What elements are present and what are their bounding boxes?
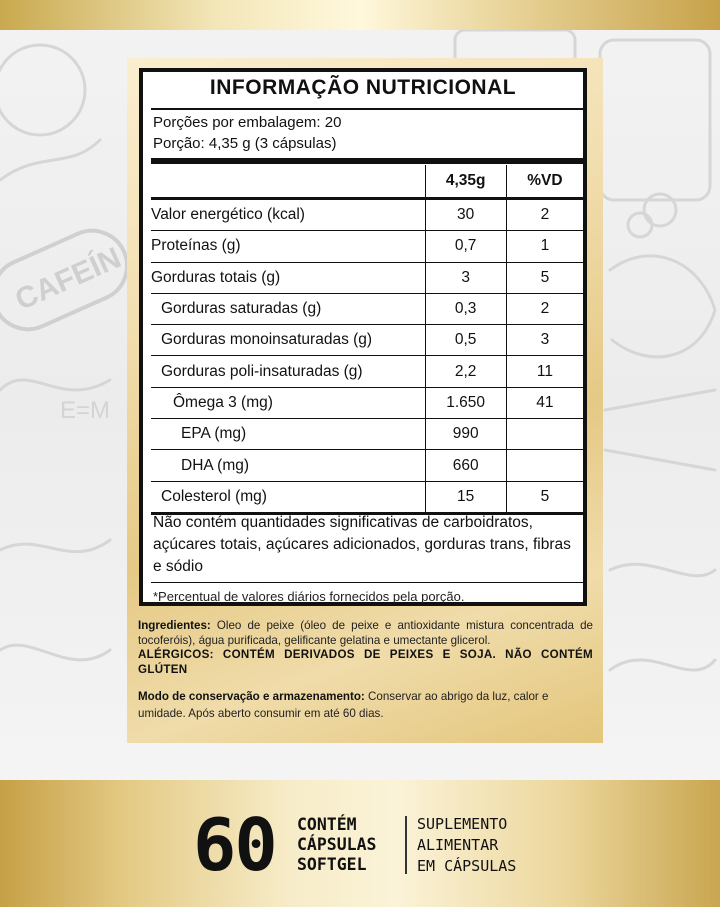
row-label: Colesterol (mg) [151,481,425,513]
row-label: Proteínas (g) [151,231,425,262]
serving-size: Porção: 4,35 g (3 cápsulas) [153,135,337,152]
row-dv: 1 [506,231,583,262]
table-row [151,481,583,513]
title-rule [151,108,583,110]
row-label: Gorduras saturadas (g) [151,293,425,324]
row-amount: 0,5 [425,325,506,356]
row-label: Gorduras monoinsaturadas (g) [151,325,425,356]
row-dv: 3 [506,325,583,356]
bg-word-emc: E=M [60,397,111,424]
row-dv: 11 [506,356,583,387]
header-label [151,165,425,199]
table-row [151,450,583,481]
category-line-1: SUPLEMENTO [417,815,508,833]
capsule-count: 60 [193,803,276,887]
row-amount: 30 [425,199,506,231]
table-row [151,419,583,450]
storage-instructions: Conservar ao abrigo da luz, calor e umidade. Após aberto consumir em até 60 dias. [138,690,549,720]
nutrition-table [151,165,583,515]
row-amount: 2,2 [425,356,506,387]
header-dv: %VD [506,165,583,199]
row-dv: 41 [506,387,583,418]
ingredients-text [138,619,593,648]
row-dv: 5 [506,481,583,513]
contains-line-2: CÁPSULAS [297,835,377,854]
row-dv [506,450,583,481]
nutrition-title: INFORMAÇÃO NUTRICIONAL [209,76,517,99]
row-label: DHA (mg) [151,450,425,481]
storage-text [138,688,593,722]
row-dv: 2 [506,293,583,324]
row-label: Ômega 3 (mg) [151,387,425,418]
row-dv: 5 [506,262,583,293]
bg-word-cafeina: CAFEÍN [10,241,126,317]
row-dv [506,419,583,450]
header-amount: 4,35g [425,165,506,199]
footer-divider [405,816,407,874]
servings-per-package: Porções por embalagem: 20 [153,114,342,131]
table-row [151,325,583,356]
table-row [151,387,583,418]
table-row [151,262,583,293]
row-amount: 3 [425,262,506,293]
row-amount: 990 [425,419,506,450]
row-dv: 2 [506,199,583,231]
row-amount: 1.650 [425,387,506,418]
row-label: Gorduras totais (g) [151,262,425,293]
table-header-row [151,165,583,199]
contains-line-1: CONTÉM [297,815,357,834]
nutrition-facts-box [139,68,587,606]
not-significant-notice: Não contém quantidades significativas de carboidratos, açúcares totais, açúcares adicionados, gorduras trans, fibras e sódio [153,514,571,575]
contains-line-3: SOFTGEL [297,855,367,874]
row-amount: 15 [425,481,506,513]
table-row [151,231,583,262]
row-label: Gorduras poli-insaturadas (g) [151,356,425,387]
ingredients-list: Oleo de peixe (óleo de peixe e antioxidante mistura concentrada de tocoferóis), água purificada, gelificante gelatina e umectante glicerol. [138,619,593,647]
dv-footnote: *Percentual de valores diários fornecidos pela porção. [153,589,465,604]
row-amount: 0,7 [425,231,506,262]
table-row [151,199,583,231]
label-panel [127,58,603,743]
row-amount: 660 [425,450,506,481]
ingredients-label: Ingredientes: [138,619,211,632]
category-line-2: ALIMENTAR [417,836,499,854]
category-line-3: EM CÁPSULAS [417,857,517,875]
row-label: EPA (mg) [151,419,425,450]
thick-rule [151,158,583,164]
storage-label: Modo de conservação e armazenamento: [138,690,365,703]
table-row [151,293,583,324]
row-amount: 0,3 [425,293,506,324]
table-row [151,356,583,387]
allergens-text: ALÉRGICOS: CONTÉM DERIVADOS DE PEIXES E SOJA. NÃO CONTÉM GLÚTEN [138,648,593,676]
row-label: Valor energético (kcal) [151,199,425,231]
top-gold-band [0,0,720,30]
footnote-rule [151,582,583,583]
